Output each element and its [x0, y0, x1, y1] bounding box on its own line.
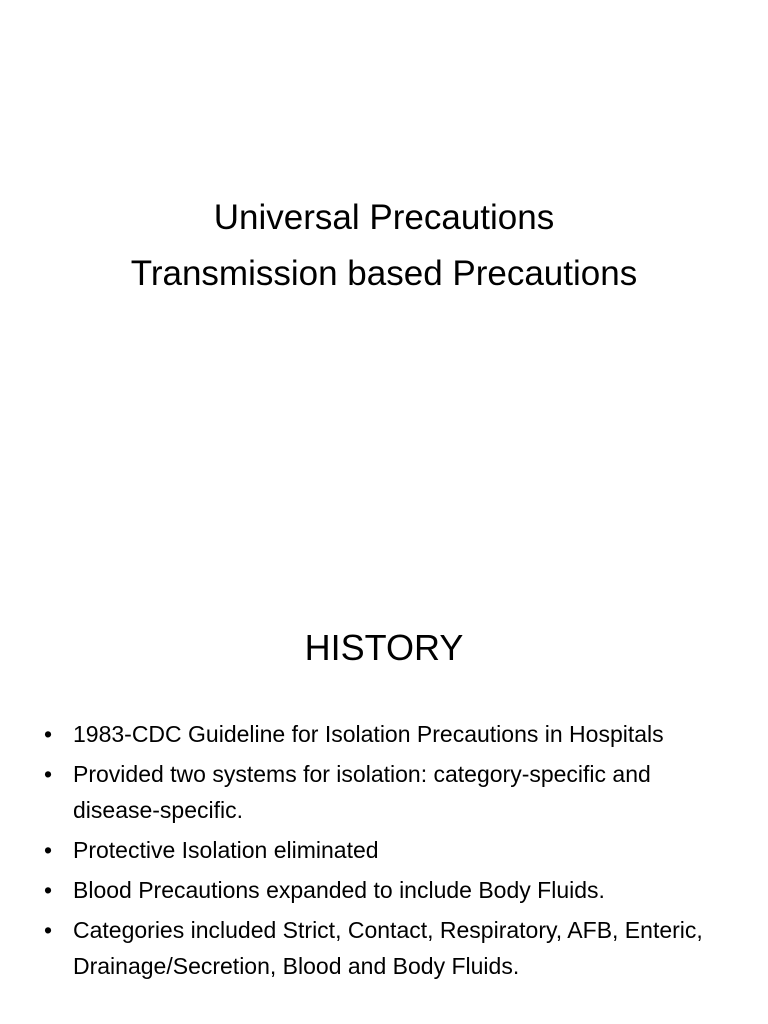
bullet-text: Protective Isolation eliminated	[73, 837, 379, 863]
bullet-item	[44, 872, 744, 908]
bullet-icon: •	[44, 917, 53, 943]
bullet-text: Categories included Strict, Contact, Respiratory, AFB, Enteric, Drainage/Secretion, Blood and Body Fluids.	[73, 917, 703, 979]
slide-heading: HISTORY	[304, 627, 464, 668]
bullet-item	[44, 756, 744, 828]
bullet-item	[44, 912, 744, 984]
slide-title	[0, 190, 768, 302]
bullet-item	[44, 716, 744, 752]
bullet-icon: •	[44, 877, 53, 903]
bullet-item	[44, 832, 744, 868]
bullet-text: Blood Precautions expanded to include Body Fluids.	[73, 877, 605, 903]
title-line-2: Transmission based Precautions	[130, 254, 638, 293]
history-slide	[0, 512, 768, 1024]
bullet-text: 1983-CDC Guideline for Isolation Precautions in Hospitals	[73, 721, 664, 747]
bullet-icon: •	[44, 761, 53, 787]
bullet-icon: •	[44, 721, 53, 747]
title-line-1: Universal Precautions	[213, 198, 555, 237]
bullet-list	[44, 716, 744, 988]
bullet-text: Provided two systems for isolation: category-specific and disease-specific.	[73, 761, 651, 823]
bullet-icon: •	[44, 837, 53, 863]
